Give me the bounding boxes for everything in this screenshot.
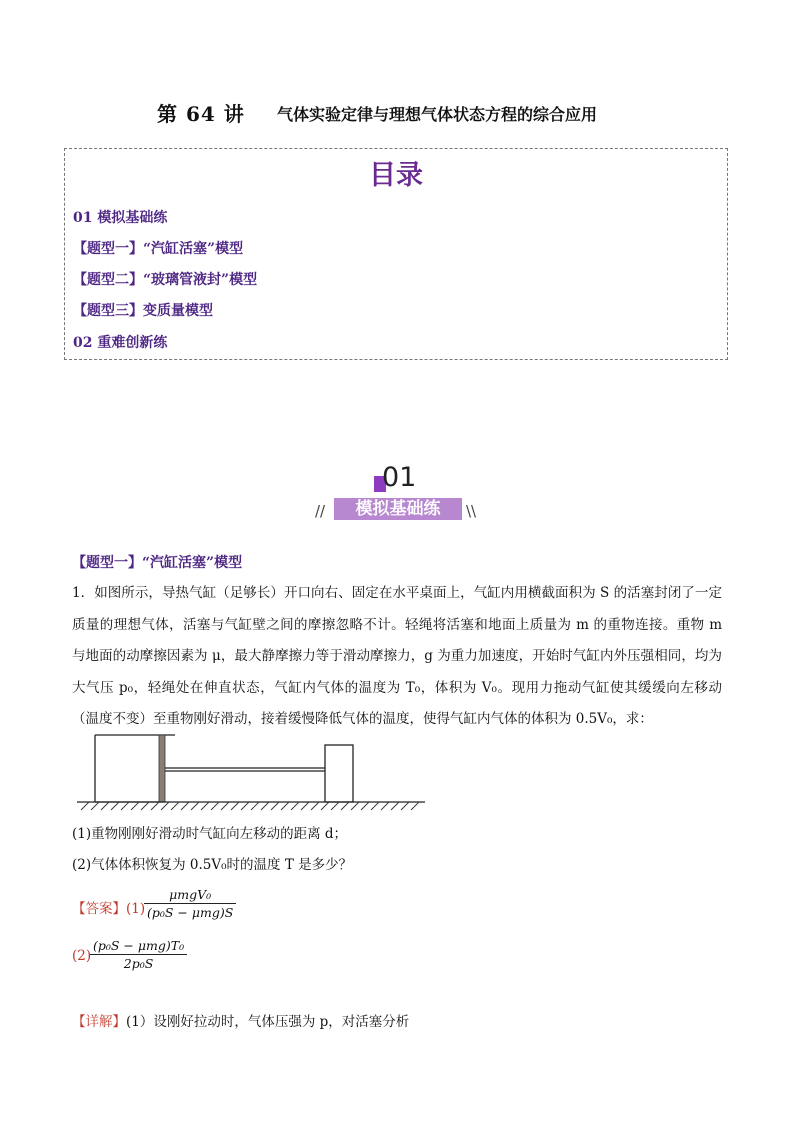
lecture-number: 第 64 讲	[157, 102, 245, 126]
answer-part2-label: (2)	[72, 948, 92, 964]
topic-heading: 【题型一】“汽缸活塞”模型	[72, 555, 243, 571]
detail-line	[72, 1010, 409, 1030]
toc-heading: 目录	[369, 160, 423, 191]
answer-part1-numerator: μmgV₀	[169, 887, 212, 902]
piston	[159, 735, 165, 802]
question-1: (1)重物刚刚好滑动时气缸向左移动的距离 d；	[72, 826, 348, 842]
problem-statement: 1．如图所示，导热气缸（足够长）开口向右、固定在水平桌面上，气缸内用横截面积为 S 的活塞封闭了一定质量的理想气体，活塞与气缸壁之间的摩擦忽略不计。轻绳将活塞和地面上质量为 m 的重物连接。重物 m 与地面的动摩擦因素为 μ，最大静摩擦力等于滑动摩擦力，g 为重力加速度，开始时气缸内外压强相同，均为大气压 p₀，轻绳处在伸直状态，气缸内气体的温度为 T₀，体积为 V₀。现用力拖动气缸使其缓缓向左移动（温度不变）至重物刚好滑动，接着缓慢降低气体的温度，使得气缸内气体的体积为 0.5V₀，求：	[72, 585, 722, 727]
toc-item-type-three[interactable]: 【题型三】变质量模型	[73, 303, 213, 319]
answer-part1-fraction	[144, 887, 236, 920]
table-of-contents	[64, 148, 728, 360]
cylinder-piston-diagram	[75, 734, 430, 814]
answer-label-text: 【答案】	[72, 901, 126, 917]
toc-item-type-two[interactable]: 【题型二】“玻璃管液封”模型	[73, 272, 258, 288]
toc-item-basic-practice[interactable]: 01 模拟基础练	[73, 210, 168, 226]
answer-part2-fraction	[90, 938, 187, 971]
answer-label	[72, 897, 145, 917]
toc-item-type-one[interactable]: 【题型一】“汽缸活塞”模型	[73, 241, 244, 257]
banner-right-slashes: \\	[466, 502, 477, 520]
weight-block	[325, 745, 353, 802]
lecture-title: 气体实验定律与理想气体状态方程的综合应用	[277, 105, 598, 124]
section-banner	[312, 462, 478, 528]
banner-left-slashes: //	[315, 502, 326, 520]
answer-part1-label: (1)	[126, 901, 146, 917]
section-title: 模拟基础练	[355, 499, 441, 519]
section-number: 01	[382, 462, 417, 493]
answer-part2-numerator: (p₀S − μmg)T₀	[93, 938, 185, 953]
detail-text: (1）设刚好拉动时，气体压强为 p，对活塞分析	[126, 1014, 410, 1030]
answer-part2-denominator: 2p₀S	[90, 954, 187, 971]
question-2: (2)气体体积恢复为 0.5V₀时的温度 T 是多少？	[72, 857, 353, 873]
ground-hatching	[81, 802, 419, 810]
answer-part1-denominator: (p₀S − μmg)S	[144, 903, 236, 920]
detail-label: 【详解】	[72, 1014, 126, 1030]
toc-item-advanced-practice[interactable]: 02 重难创新练	[73, 335, 168, 351]
